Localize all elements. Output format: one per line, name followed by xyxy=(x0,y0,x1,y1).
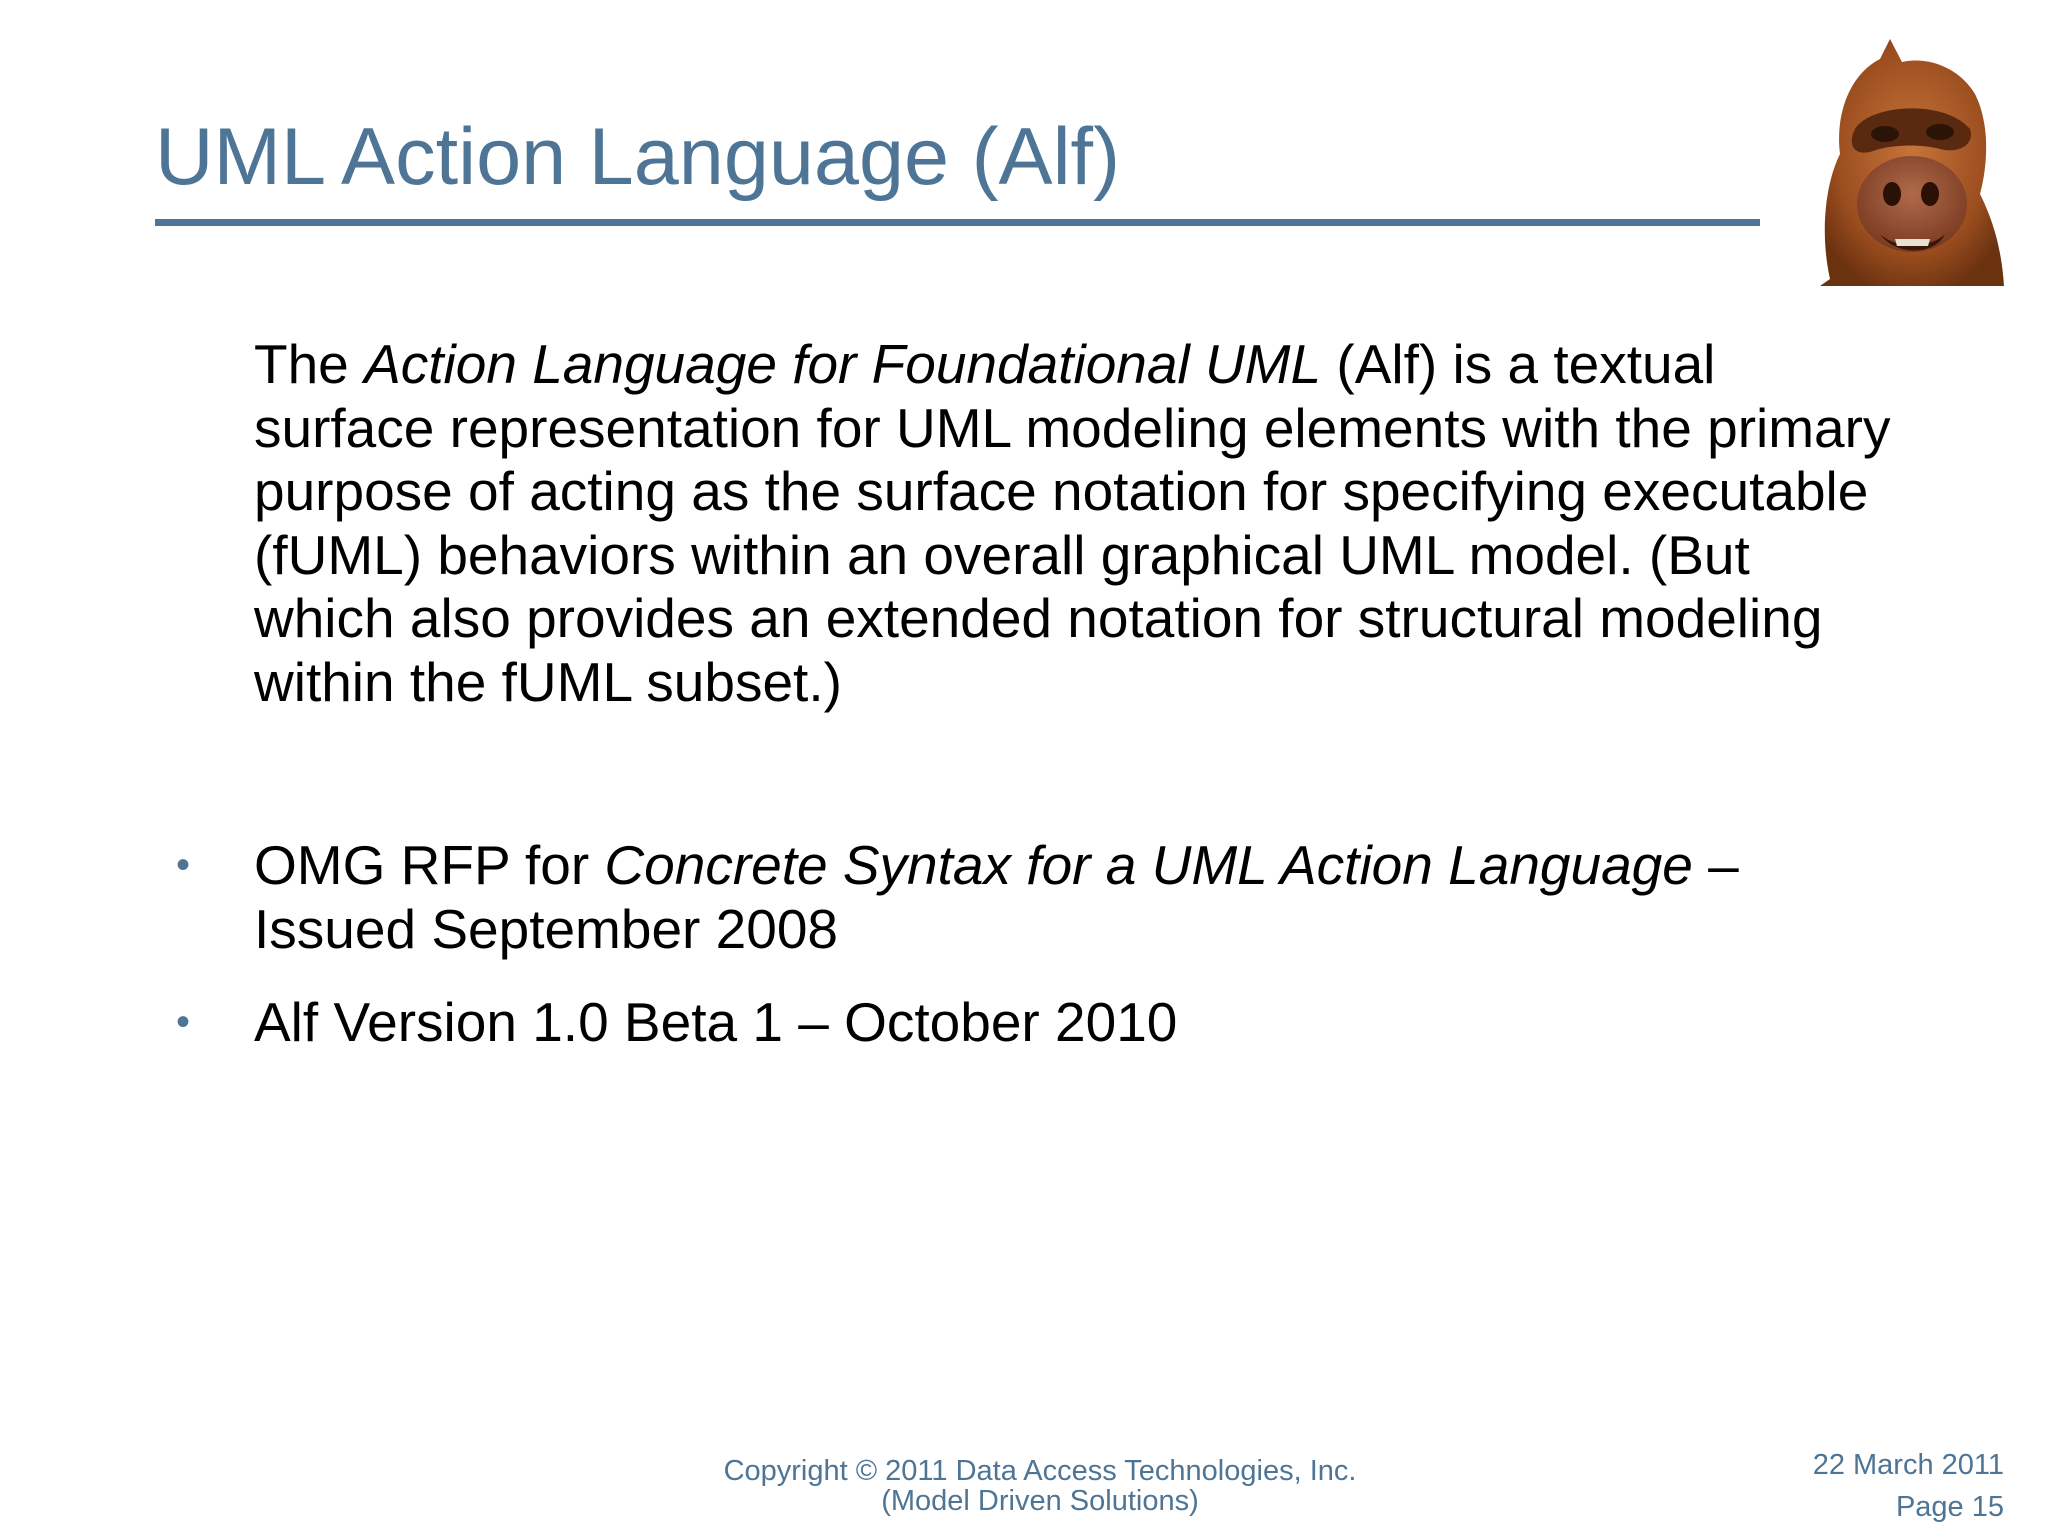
intro-italic-term: Action Language for Foundational UML xyxy=(364,333,1322,395)
bullet-item xyxy=(176,834,1904,961)
intro-prefix: The xyxy=(254,333,365,395)
copyright-line-2: (Model Driven Solutions) xyxy=(881,1485,1199,1517)
bullet-list xyxy=(176,834,1904,1085)
footer-meta xyxy=(1813,1444,2004,1528)
page-number: Page 15 xyxy=(1895,1491,2004,1523)
alf-portrait-icon xyxy=(1810,34,2004,286)
title-underline xyxy=(155,219,1760,226)
bullet-1-suffix: – Issued September 2008 xyxy=(254,834,1739,960)
bullet-dot-icon: • xyxy=(176,843,191,887)
bullet-dot-icon: • xyxy=(176,1000,191,1044)
bullet-item xyxy=(176,991,1904,1055)
slide-title: UML Action Language (Alf) xyxy=(155,112,1121,202)
copyright-line-1: Copyright © 2011 Data Access Technologies, Inc. xyxy=(723,1455,1357,1487)
bullet-2-text: Alf Version 1.0 Beta 1 – October 2010 xyxy=(254,991,1178,1053)
intro-rest: (Alf) is a textual surface representation for UML modeling elements with the primary purpose of acting as the surface notation for specifying executable (fUML) behaviors within an overall graphical UML model. (But which also provides an extended notation for structural modeling within the fUML subset.) xyxy=(254,333,1891,713)
footer-copyright xyxy=(640,1456,1440,1516)
bullet-1-prefix: OMG RFP for xyxy=(254,834,605,896)
intro-paragraph xyxy=(254,333,1904,714)
footer-date: 22 March 2011 xyxy=(1812,1449,2004,1481)
bullet-1-italic: Concrete Syntax for a UML Action Language xyxy=(604,834,1693,896)
